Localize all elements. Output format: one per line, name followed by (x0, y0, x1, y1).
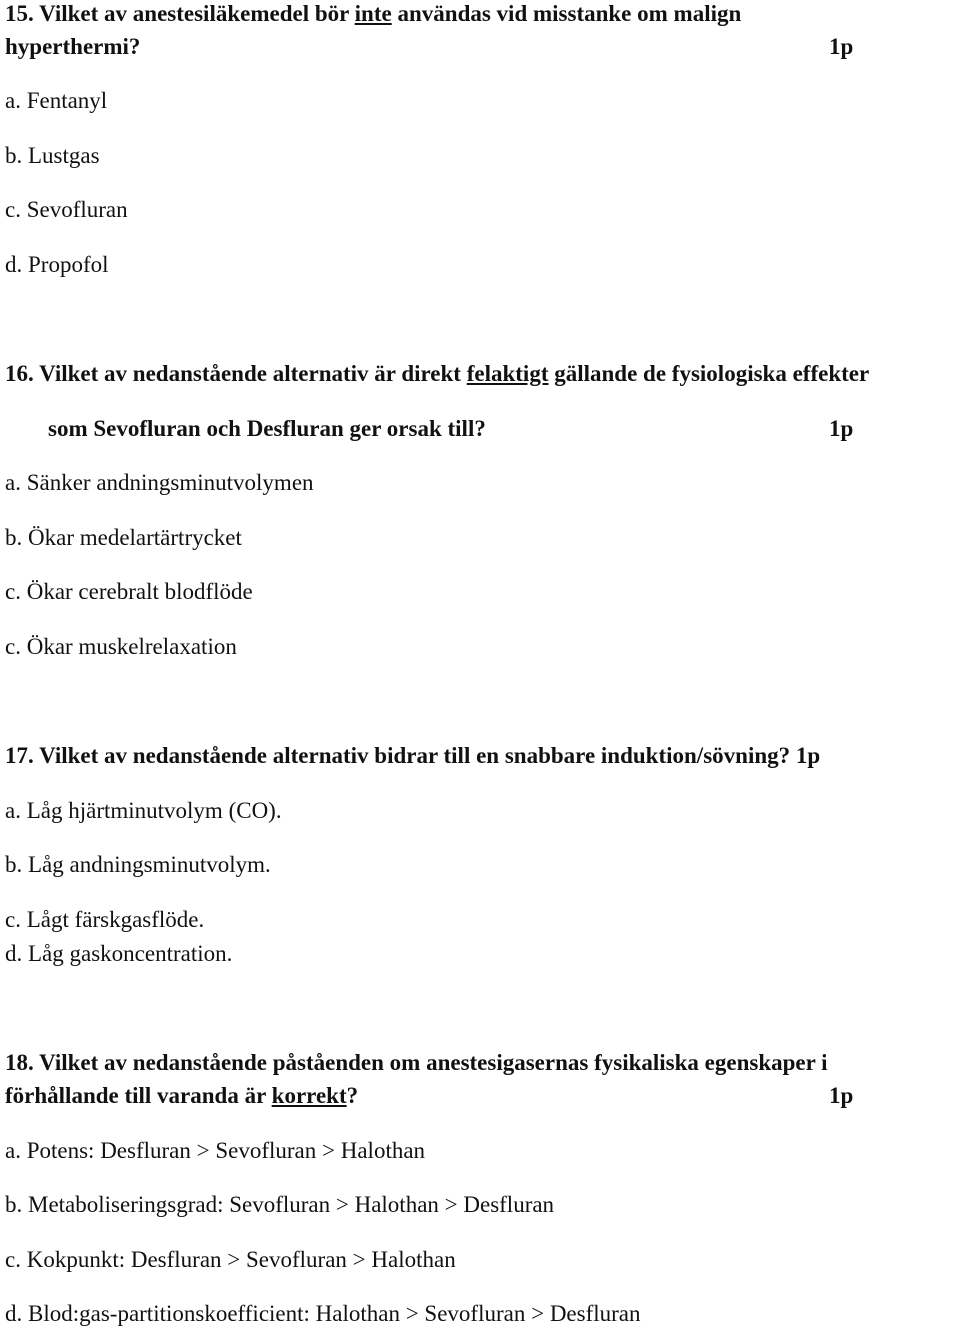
q15-title-line1 (5, 0, 741, 28)
q16-title-part2: gällande de fysiologiska effekter (548, 361, 870, 386)
q15-option-a: a. Fentanyl (5, 88, 108, 113)
q18-title-line2 (5, 1082, 358, 1110)
q15-title-part1: 15. Vilket av anestesiläkemedel bör (5, 1, 355, 26)
q18-option-d: d. Blod:gas-partitionskoefficient: Halothan > Sevofluran > Desfluran (5, 1301, 641, 1326)
q16-title-underlined: felaktigt (466, 361, 549, 386)
q15-title-underlined: inte (354, 1, 392, 26)
q18-option-b: b. Metaboliseringsgrad: Sevofluran > Halothan > Desfluran (5, 1192, 555, 1217)
q18-points: 1p (829, 1083, 854, 1108)
q18-title-underlined: korrekt (271, 1083, 347, 1108)
q17-title-text: 17. Vilket av nedanstående alternativ bidrar till en snabbare induktion/sövning? (5, 743, 791, 768)
q15-points: 1p (829, 34, 854, 59)
q17-option-a: a. Låg hjärtminutvolym (CO). (5, 798, 282, 823)
q16-title-line1 (5, 360, 869, 388)
q17-option-d: d. Låg gaskoncentration. (5, 941, 233, 966)
q18-option-a: a. Potens: Desfluran > Sevofluran > Halothan (5, 1138, 426, 1163)
q18-title-part2: ? (346, 1083, 359, 1108)
q17-points: 1p (795, 743, 821, 768)
q17-title (5, 742, 820, 770)
q18-title-line1: 18. Vilket av nedanstående påståenden om anestesigasernas fysikaliska egenskaper i (5, 1050, 828, 1075)
q16-option-a: a. Sänker andningsminutvolymen (5, 470, 314, 495)
q16-points: 1p (829, 416, 854, 441)
q15-title-part2: användas vid misstanke om malign (391, 1, 742, 26)
q16-option-c2: c. Ökar muskelrelaxation (5, 634, 237, 659)
q16-option-b: b. Ökar medelartärtrycket (5, 525, 242, 550)
q15-title-line2: hyperthermi? (5, 34, 141, 59)
q16-title-line2: som Sevofluran och Desfluran ger orsak till? (48, 416, 486, 441)
q16-option-c: c. Ökar cerebralt blodflöde (5, 579, 253, 604)
q17-option-c: c. Lågt färskgasflöde. (5, 907, 205, 932)
q17-option-b: b. Låg andningsminutvolym. (5, 852, 271, 877)
q18-option-c: c. Kokpunkt: Desfluran > Sevofluran > Halothan (5, 1247, 456, 1272)
q18-title-part1: förhållande till varanda är (5, 1083, 272, 1108)
q15-option-c: c. Sevofluran (5, 197, 128, 222)
q15-option-b: b. Lustgas (5, 143, 100, 168)
q15-option-d: d. Propofol (5, 252, 109, 277)
q16-title-part1: 16. Vilket av nedanstående alternativ är direkt (5, 361, 467, 386)
